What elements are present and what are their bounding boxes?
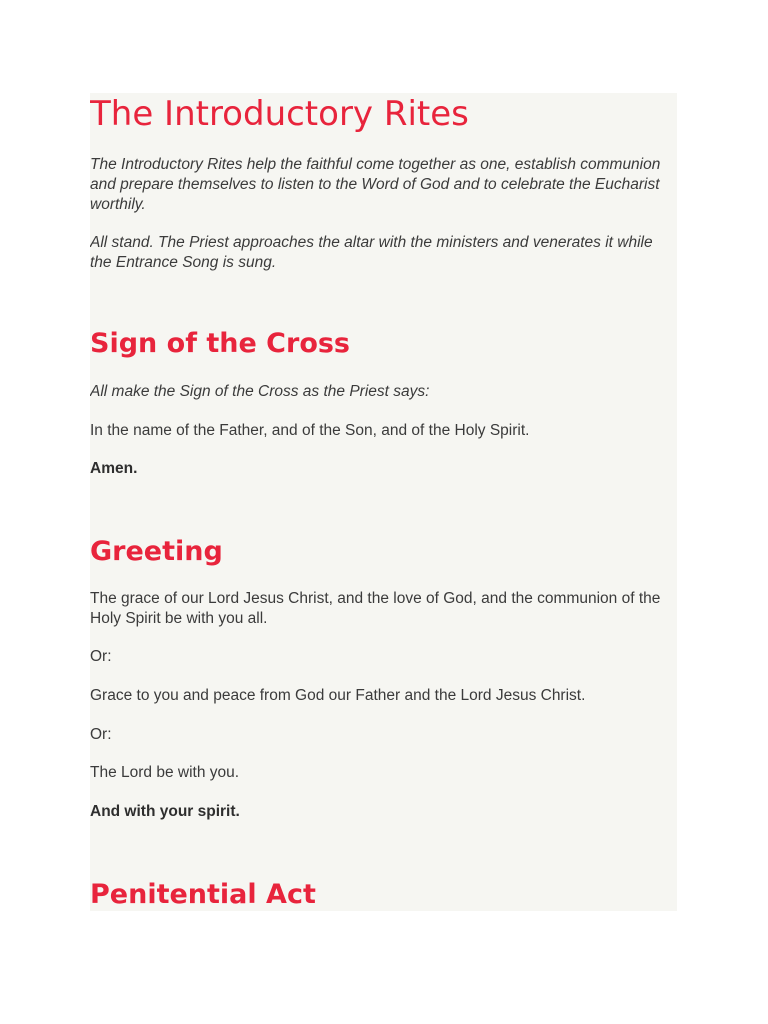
section-heading-greeting: Greeting xyxy=(90,536,223,567)
sign-of-cross-response: Amen. xyxy=(90,460,138,477)
sign-of-cross-rubric: All make the Sign of the Cross as the Priest says: xyxy=(90,383,430,400)
section-heading-penitential-act: Penitential Act xyxy=(90,879,316,910)
greeting-option-2: Grace to you and peace from God our Father and the Lord Jesus Christ. xyxy=(90,687,586,704)
section-heading-sign-of-cross: Sign of the Cross xyxy=(90,328,351,359)
greeting-option-1: The grace of our Lord Jesus Christ, and the love of God, and the communion of the Holy Spirit be with you all. xyxy=(90,590,661,627)
page-title: The Introductory Rites xyxy=(90,94,469,134)
sign-of-cross-priest-text: In the name of the Father, and of the Son, and of the Holy Spirit. xyxy=(90,422,530,439)
intro-paragraph: The Introductory Rites help the faithful come together as one, establish communion and prepare themselves to listen to the Word of God and to celebrate the Eucharist worthily. xyxy=(90,156,661,213)
greeting-response: And with your spirit. xyxy=(90,803,240,820)
intro-rubric: All stand. The Priest approaches the altar with the ministers and venerates it while the Entrance Song is sung. xyxy=(90,234,653,271)
greeting-option-3: The Lord be with you. xyxy=(90,764,240,781)
greeting-or-1: Or: xyxy=(90,648,112,665)
greeting-or-2: Or: xyxy=(90,726,112,743)
document-page xyxy=(90,93,677,911)
